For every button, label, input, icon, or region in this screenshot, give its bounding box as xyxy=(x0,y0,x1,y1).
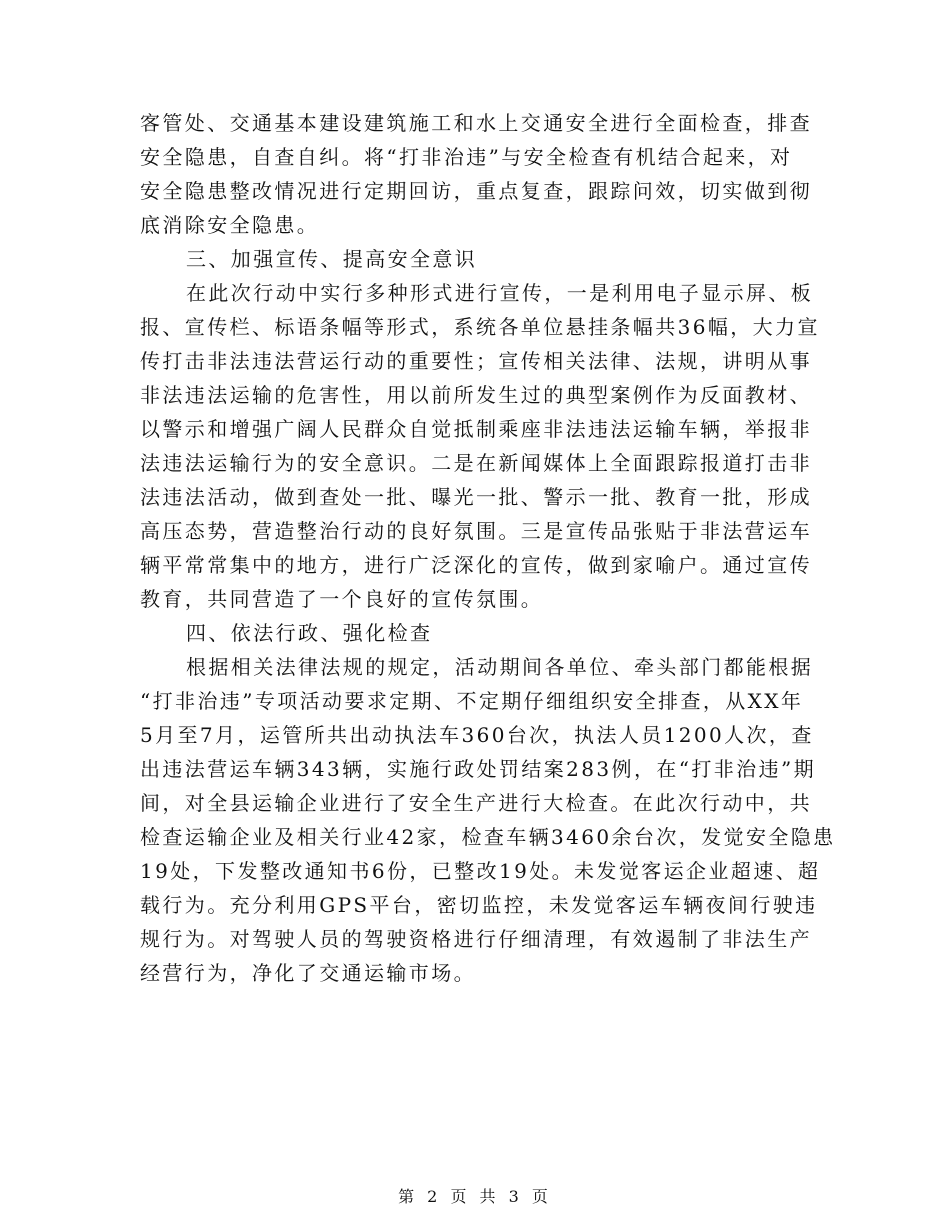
paragraph-line: 高压态势，营造整治行动的良好氛围。三是宣传品张贴于非法营运车 xyxy=(140,519,812,543)
paragraph-line: 间，对全县运输企业进行了安全生产进行大检查。在此次行动中，共 xyxy=(140,791,812,815)
paragraph-line: “打非治违”专项活动要求定期、不定期仔细组织安全排查，从XX年 xyxy=(140,689,804,713)
paragraph-line: 安全隐患，自查自纠。将“打非治违”与安全检查有机结合起来，对 xyxy=(140,145,793,169)
page-number-footer: 第 2 页 共 3 页 xyxy=(398,1187,552,1206)
paragraph-line: 经营行为，净化了交通运输市场。 xyxy=(140,961,476,985)
paragraph-line: 教育，共同营造了一个良好的宣传氛围。 xyxy=(140,587,544,611)
section-heading: 四、依法行政、强化检查 xyxy=(186,621,433,645)
paragraph-line: 以警示和增强广阔人民群众自觉抵制乘座非法违法运输车辆，举报非 xyxy=(140,417,812,441)
paragraph-line: 检查运输企业及相关行业42家，检查车辆3460余台次，发觉安全隐患 xyxy=(140,825,836,849)
paragraph-line: 根据相关法律法规的规定，活动期间各单位、牵头部门都能根据 xyxy=(186,655,814,679)
paragraph-line: 出违法营运车辆343辆，实施行政处罚结案283例，在“打非治违”期 xyxy=(140,757,816,781)
paragraph-line: 19处，下发整改通知书6份，已整改19处。未发觉客运企业超速、超 xyxy=(140,859,821,883)
paragraph-line: 法违法运输行为的安全意识。二是在新闻媒体上全面跟踪报道打击非 xyxy=(140,451,812,475)
paragraph-line: 报、宣传栏、标语条幅等形式，系统各单位悬挂条幅共36幅，大力宣 xyxy=(140,315,820,339)
paragraph-line: 底消除安全隐患。 xyxy=(140,213,320,237)
document-body xyxy=(140,106,836,990)
paragraph-line: 在此次行动中实行多种形式进行宣传，一是利用电子显示屏、板 xyxy=(186,281,814,305)
paragraph-line: 非法违法运输的危害性，用以前所发生过的典型案例作为反面教材、 xyxy=(140,383,812,407)
paragraph-line: 安全隐患整改情况进行定期回访，重点复查，跟踪问效，切实做到彻 xyxy=(140,179,812,203)
paragraph-line: 5月至7月，运管所共出动执法车360台次，执法人员1200人次，查 xyxy=(140,723,814,747)
paragraph-line: 辆平常常集中的地方，进行广泛深化的宣传，做到家喻户。通过宣传 xyxy=(140,553,812,577)
paragraph-line: 载行为。充分利用GPS平台，密切监控，未发觉客运车辆夜间行驶违 xyxy=(140,893,818,917)
paragraph-line: 法违法活动，做到查处一批、曝光一批、警示一批、教育一批，形成 xyxy=(140,485,812,509)
section-heading: 三、加强宣传、提高安全意识 xyxy=(186,247,478,271)
paragraph-line: 规行为。对驾驶人员的驾驶资格进行仔细清理，有效遏制了非法生产 xyxy=(140,927,812,951)
paragraph-line: 传打击非法违法营运行动的重要性；宣传相关法律、法规，讲明从事 xyxy=(140,349,812,373)
paragraph-line: 客管处、交通基本建设建筑施工和水上交通安全进行全面检查，排查 xyxy=(140,111,812,135)
